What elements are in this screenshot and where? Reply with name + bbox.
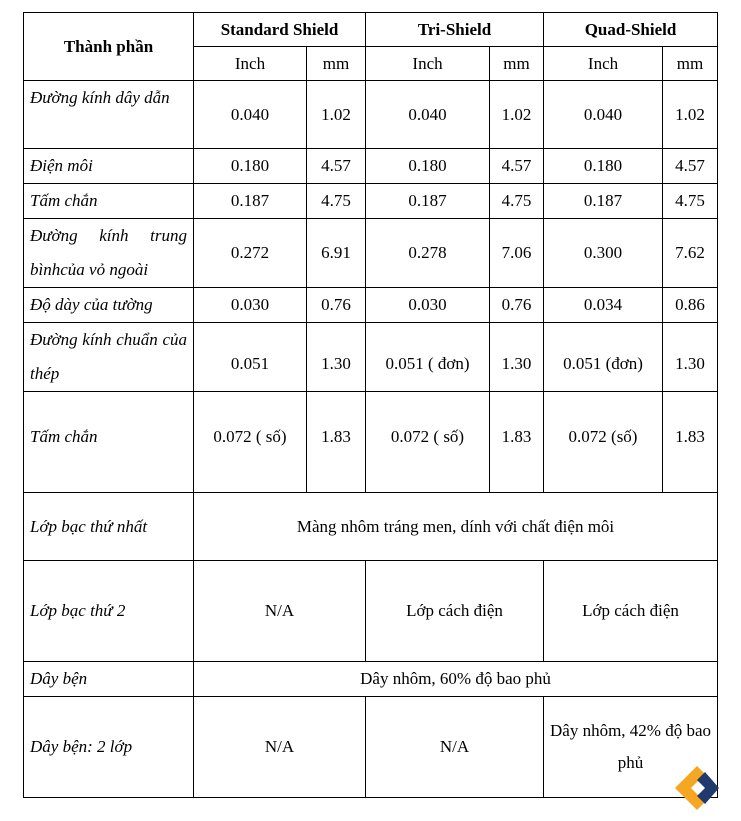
unit-mm: mm	[663, 47, 718, 81]
row-label: Tấm chắn	[24, 392, 194, 493]
standard-inch-value: 0.180	[194, 149, 307, 184]
row-label: Dây bện: 2 lớp	[24, 697, 194, 798]
tri-mm-value: 1.30	[490, 323, 544, 392]
quad-mm-value: 4.75	[663, 184, 718, 219]
logo-navy-chevron	[697, 772, 719, 804]
row-label: Điện môi	[24, 149, 194, 184]
table-row	[24, 149, 718, 184]
quad-mm-value: 0.86	[663, 288, 718, 323]
tri-mm-value: 4.75	[490, 184, 544, 219]
quad-mm-value: 1.30	[663, 323, 718, 392]
quad-inch-value: 0.180	[544, 149, 663, 184]
standard-mm-value: 6.91	[307, 219, 366, 288]
quad-mm-value: 7.62	[663, 219, 718, 288]
standard-mm-value: 1.02	[307, 81, 366, 149]
row-label: Lớp bạc thứ nhất	[24, 493, 194, 561]
row-label: Đường kính chuẩn của thép	[30, 330, 187, 383]
standard-second-layer-value: N/A	[194, 561, 366, 662]
table-row	[24, 493, 718, 561]
table-row	[24, 323, 718, 392]
quad-braid2-value: Dây nhôm, 42% độ bao phủ	[544, 697, 718, 798]
quad-inch-value: 0.034	[544, 288, 663, 323]
braid-value: Dây nhôm, 60% độ bao phủ	[194, 662, 718, 697]
standard-inch-value: 0.040	[194, 81, 307, 149]
quad-mm-value: 1.02	[663, 81, 718, 149]
unit-inch: Inch	[544, 47, 663, 81]
table-row	[24, 662, 718, 697]
standard-mm-value: 0.76	[307, 288, 366, 323]
tri-shield-header: Tri-Shield	[366, 13, 544, 47]
quad-second-layer-value: Lớp cách điện	[544, 561, 718, 662]
specification-table	[23, 12, 718, 798]
row-label: Đường kính dây dẫn	[30, 88, 170, 107]
standard-inch-value: 0.272	[194, 219, 307, 288]
table-row	[24, 392, 718, 493]
quad-mm-value: 4.57	[663, 149, 718, 184]
first-layer-value: Màng nhôm tráng men, dính với chất điện môi	[194, 493, 718, 561]
standard-mm-value: 4.57	[307, 149, 366, 184]
tri-inch-value: 0.040	[366, 81, 490, 149]
quad-inch-value: 0.051 (đơn)	[544, 323, 663, 392]
brand-logo-icon	[671, 762, 723, 814]
standard-shield-header: Standard Shield	[194, 13, 366, 47]
table-row	[24, 697, 718, 798]
unit-inch: Inch	[194, 47, 307, 81]
standard-mm-value: 1.83	[307, 392, 366, 493]
tri-inch-value: 0.187	[366, 184, 490, 219]
standard-inch-value: 0.030	[194, 288, 307, 323]
tri-mm-value: 7.06	[490, 219, 544, 288]
component-header: Thành phần	[24, 13, 194, 81]
standard-inch-value: 0.072 ( số)	[194, 392, 307, 493]
unit-inch: Inch	[366, 47, 490, 81]
standard-inch-value: 0.187	[194, 184, 307, 219]
row-label: Tấm chắn	[24, 184, 194, 219]
standard-mm-value: 1.30	[307, 323, 366, 392]
table-row	[24, 219, 718, 288]
standard-inch-value: 0.051	[194, 323, 307, 392]
tri-mm-value: 1.02	[490, 81, 544, 149]
standard-mm-value: 4.75	[307, 184, 366, 219]
tri-mm-value: 4.57	[490, 149, 544, 184]
unit-mm: mm	[307, 47, 366, 81]
row-label: Độ dày của tường	[24, 288, 194, 323]
quad-inch-value: 0.072 (số)	[544, 392, 663, 493]
row-label: Đường kính trung bìnhcủa vỏ ngoài	[30, 226, 187, 279]
logo-orange-chevron	[675, 766, 705, 810]
row-label: Dây bện	[24, 662, 194, 697]
table-row	[24, 81, 718, 149]
row-label: Lớp bạc thứ 2	[24, 561, 194, 662]
tri-mm-value: 1.83	[490, 392, 544, 493]
standard-braid2-value: N/A	[194, 697, 366, 798]
quad-inch-value: 0.300	[544, 219, 663, 288]
table-row	[24, 184, 718, 219]
header-row-groups	[24, 13, 718, 47]
quad-inch-value: 0.040	[544, 81, 663, 149]
table-row	[24, 288, 718, 323]
tri-mm-value: 0.76	[490, 288, 544, 323]
tri-inch-value: 0.180	[366, 149, 490, 184]
tri-inch-value: 0.278	[366, 219, 490, 288]
unit-mm: mm	[490, 47, 544, 81]
tri-inch-value: 0.051 ( đơn)	[366, 323, 490, 392]
table-row	[24, 561, 718, 662]
tri-braid2-value: N/A	[366, 697, 544, 798]
quad-shield-header: Quad-Shield	[544, 13, 718, 47]
quad-mm-value: 1.83	[663, 392, 718, 493]
tri-inch-value: 0.072 ( số)	[366, 392, 490, 493]
tri-second-layer-value: Lớp cách điện	[366, 561, 544, 662]
tri-inch-value: 0.030	[366, 288, 490, 323]
quad-inch-value: 0.187	[544, 184, 663, 219]
